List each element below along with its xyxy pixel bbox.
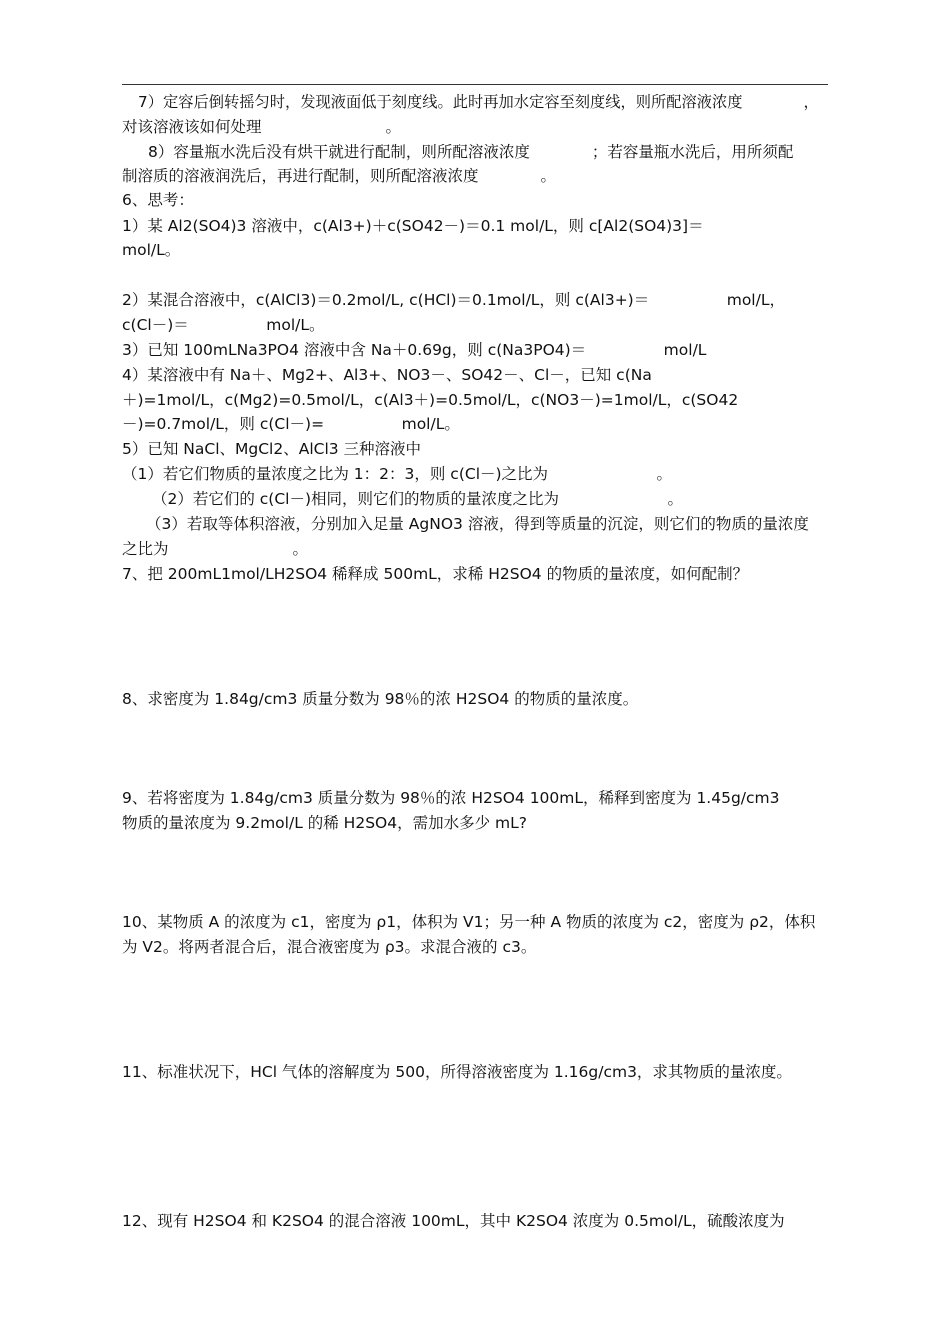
text-line-1: 7）定容后倒转摇匀时，发现液面低于刻度线。此时再加水定容至刻度线，则所配溶液浓度 ，: [138, 93, 819, 111]
text-line-16: （2）若它们的 c(Cl－)相同，则它们的物质的量浓度之比为 。: [152, 490, 684, 508]
text-line-4: 制溶质的溶液润洗后，再进行配制，则所配溶液浓度 。: [122, 167, 557, 185]
text-line-17: （3）若取等体积溶液，分别加入足量 AgNO3 溶液，得到等质量的沉淀，则它们的物质的量浓度: [146, 515, 809, 533]
question-10-line-1: 10、某物质 A 的浓度为 c1，密度为 ρ1，体积为 V1；另一种 A 物质的浓度为 c2，密度为 ρ2，体积: [122, 913, 816, 931]
question-12: 12、现有 H2SO4 和 K2SO4 的混合溶液 100mL，其中 K2SO4 浓度为 0.5mol/L，硫酸浓度为: [122, 1212, 785, 1230]
text-line-7: mol/L。: [122, 241, 181, 259]
question-7: 7、把 200mL1mol/LH2SO4 稀释成 500mL，求稀 H2SO4 的物质的量浓度，如何配制？: [122, 565, 749, 583]
question-9-line-2: 物质的量浓度为 9.2mol/L 的稀 H2SO4，需加水多少 mL?: [122, 814, 527, 832]
text-line-3: 8）容量瓶水洗后没有烘干就进行配制，则所配溶液浓度 ；若容量瓶水洗后，用所须配: [148, 143, 794, 161]
question-8: 8、求密度为 1.84g/cm3 质量分数为 98％的浓 H2SO4 的物质的量浓度。: [122, 690, 639, 708]
text-line-13: －)=0.7mol/L，则 c(Cl－)= mol/L。: [122, 415, 460, 433]
section-heading-6: 6、思考：: [122, 191, 194, 209]
question-10-line-2: 为 V2。将两者混合后，混合液密度为 ρ3。求混合液的 c3。: [122, 938, 537, 956]
text-line-12: ＋)=1mol/L，c(Mg2)=0.5mol/L，c(Al3＋)=0.5mol/L，c(NO3－)=1mol/L，c(SO42: [122, 391, 739, 409]
text-line-11: 4）某溶液中有 Na＋、Mg2+、Al3+、NO3－、SO42－、Cl－，已知 c(Na: [122, 366, 652, 384]
text-line-9: c(Cl－)＝ mol/L。: [122, 316, 325, 334]
question-11: 11、标准状况下，HCl 气体的溶解度为 500，所得溶液密度为 1.16g/cm3，求其物质的量浓度。: [122, 1063, 792, 1081]
header-rule: [122, 84, 828, 85]
text-line-8: 2）某混合溶液中，c(AlCl3)＝0.2mol/L, c(HCl)＝0.1mol/L，则 c(Al3+)＝ mol/L，: [122, 291, 785, 309]
text-line-18: 之比为 。: [122, 540, 309, 558]
text-line-14: 5）已知 NaCl、MgCl2、AlCl3 三种溶液中: [122, 440, 422, 458]
text-line-10: 3）已知 100mLNa3PO4 溶液中含 Na＋0.69g，则 c(Na3PO4)＝ mol/L: [122, 341, 707, 359]
text-line-2: 对该溶液该如何处理 。: [122, 118, 402, 136]
question-9-line-1: 9、若将密度为 1.84g/cm3 质量分数为 98％的浓 H2SO4 100mL，稀释到密度为 1.45g/cm3: [122, 789, 780, 807]
text-line-6: 1）某 Al2(SO4)3 溶液中，c(Al3+)＋c(SO42－)＝0.1 mol/L，则 c[Al2(SO4)3]＝: [122, 217, 704, 235]
text-line-15: （1）若它们物质的量浓度之比为 1：2：3，则 c(Cl－)之比为 。: [122, 465, 673, 483]
